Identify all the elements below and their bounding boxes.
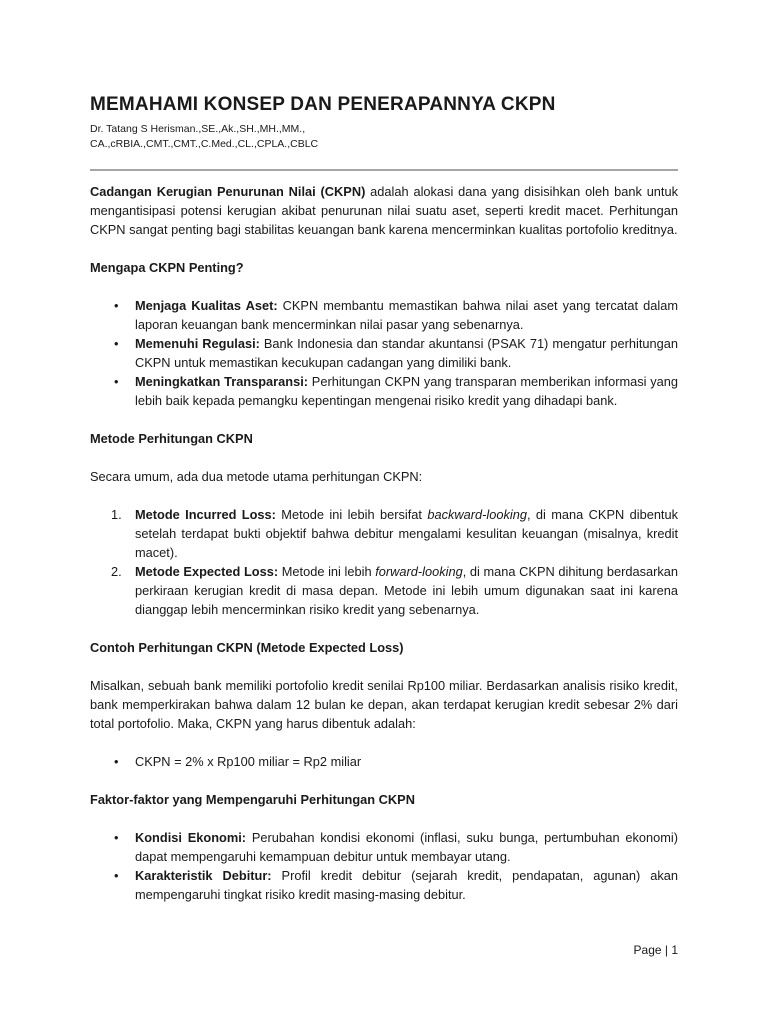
item-text: Metode ini lebih [278, 564, 376, 579]
item-italic: backward-looking [427, 507, 527, 522]
bullet-icon: • [114, 830, 119, 845]
item-number: 1. [111, 507, 122, 522]
bullet-icon: • [114, 336, 119, 351]
factors-list [90, 828, 678, 904]
intro-term: Cadangan Kerugian Penurunan Nilai (CKPN) [90, 184, 366, 199]
item-label: Kondisi Ekonomi: [135, 830, 247, 845]
item-text: Bank Indonesia dan standar akuntansi (PSAK 71) mengatur perhitungan CKPN untuk memastikan kecukupan cadangan yang dimiliki bank. [135, 336, 678, 370]
document-title: MEMAHAMI KONSEP DAN PENERAPANNYA CKPN [90, 94, 556, 115]
item-text: Metode ini lebih bersifat [275, 507, 428, 522]
formula-text: CKPN = 2% x Rp100 miliar = Rp2 miliar [135, 754, 362, 769]
list-item [90, 334, 678, 372]
list-item [90, 296, 678, 334]
author-line-2: CA.,cRBIA.,CMT.,CMT.,C.Med.,CL.,CPLA.,CBLC [90, 138, 319, 150]
intro-text: adalah alokasi dana yang disisihkan oleh bank untuk mengantisipasi potensi kerugian akibat penurunan nilai suatu aset, seperti kredit macet. Perhitungan CKPN sangat penting bagi stabilitas keuangan bank karena mencerminkan kualitas portofolio kreditnya. [90, 184, 678, 237]
item-label: Meningkatkan Transparansi: [135, 374, 309, 389]
list-item [90, 562, 678, 619]
intro-paragraph [90, 182, 678, 239]
item-label: Metode Expected Loss: [135, 564, 279, 579]
bullet-icon: • [114, 374, 119, 389]
item-label: Karakteristik Debitur: [135, 868, 272, 883]
list-item [90, 828, 678, 866]
example-paragraph: Misalkan, sebuah bank memiliki portofolio kredit senilai Rp100 miliar. Berdasarkan analisis risiko kredit, bank memperkirakan bahwa dalam 12 bulan ke depan, akan terdapat kerugian kredit sebesar 2% dari total portofolio. Maka, CKPN yang harus dibentuk adalah: [90, 678, 678, 731]
list-item [90, 372, 678, 410]
item-label: Metode Incurred Loss: [135, 507, 276, 522]
methods-list [90, 505, 678, 619]
formula-list [90, 752, 678, 771]
bullet-icon: • [114, 868, 119, 883]
item-text: , di mana CKPN dihitung berdasarkan perkiraan kerugian kredit di masa depan. Metode ini lebih umum digunakan saat ini karena dianggap lebih mencerminkan risiko kredit yang sebenarnya. [135, 564, 678, 617]
bullet-icon: • [114, 754, 119, 769]
item-label: Memenuhi Regulasi: [135, 336, 260, 351]
item-text: , di mana CKPN dibentuk setelah terdapat bukti objektif bahwa debitur mengalami kesulitan keuangan (misalnya, kredit macet). [135, 507, 679, 560]
section-heading-example: Contoh Perhitungan CKPN (Metode Expected Loss) [90, 640, 404, 655]
why-list [90, 296, 678, 410]
item-text: Perubahan kondisi ekonomi (inflasi, suku bunga, pertumbuhan ekonomi) dapat mempengaruhi kemampuan debitur untuk membayar utang. [135, 830, 679, 864]
item-text: Profil kredit debitur (sejarah kredit, pendapatan, agunan) akan mempengaruhi tingkat risiko kredit masing-masing debitur. [135, 868, 678, 902]
author-line-1: Dr. Tatang S Herisman.,SE.,Ak.,SH.,MH.,MM., [90, 123, 306, 135]
item-number: 2. [111, 564, 122, 579]
methods-intro: Secara umum, ada dua metode utama perhitungan CKPN: [90, 469, 423, 484]
section-heading-factors: Faktor-faktor yang Mempengaruhi Perhitungan CKPN [90, 792, 415, 807]
bullet-icon: • [114, 298, 119, 313]
item-text: CKPN membantu memastikan bahwa nilai aset yang tercatat dalam laporan keuangan bank mencerminkan nilai pasar yang sebenarnya. [135, 298, 678, 332]
title-divider [90, 169, 678, 171]
section-heading-why: Mengapa CKPN Penting? [90, 260, 244, 275]
section-heading-methods: Metode Perhitungan CKPN [90, 431, 253, 446]
list-item [90, 752, 678, 771]
item-text: Perhitungan CKPN yang transparan memberikan informasi yang lebih baik kepada pemangku kepentingan mengenai risiko kredit yang dihadapi bank. [135, 374, 678, 408]
list-item [90, 866, 678, 904]
page-number: Page | 1 [633, 943, 678, 957]
item-italic: forward-looking [375, 564, 463, 579]
item-label: Menjaga Kualitas Aset: [135, 298, 278, 313]
list-item [90, 505, 678, 562]
